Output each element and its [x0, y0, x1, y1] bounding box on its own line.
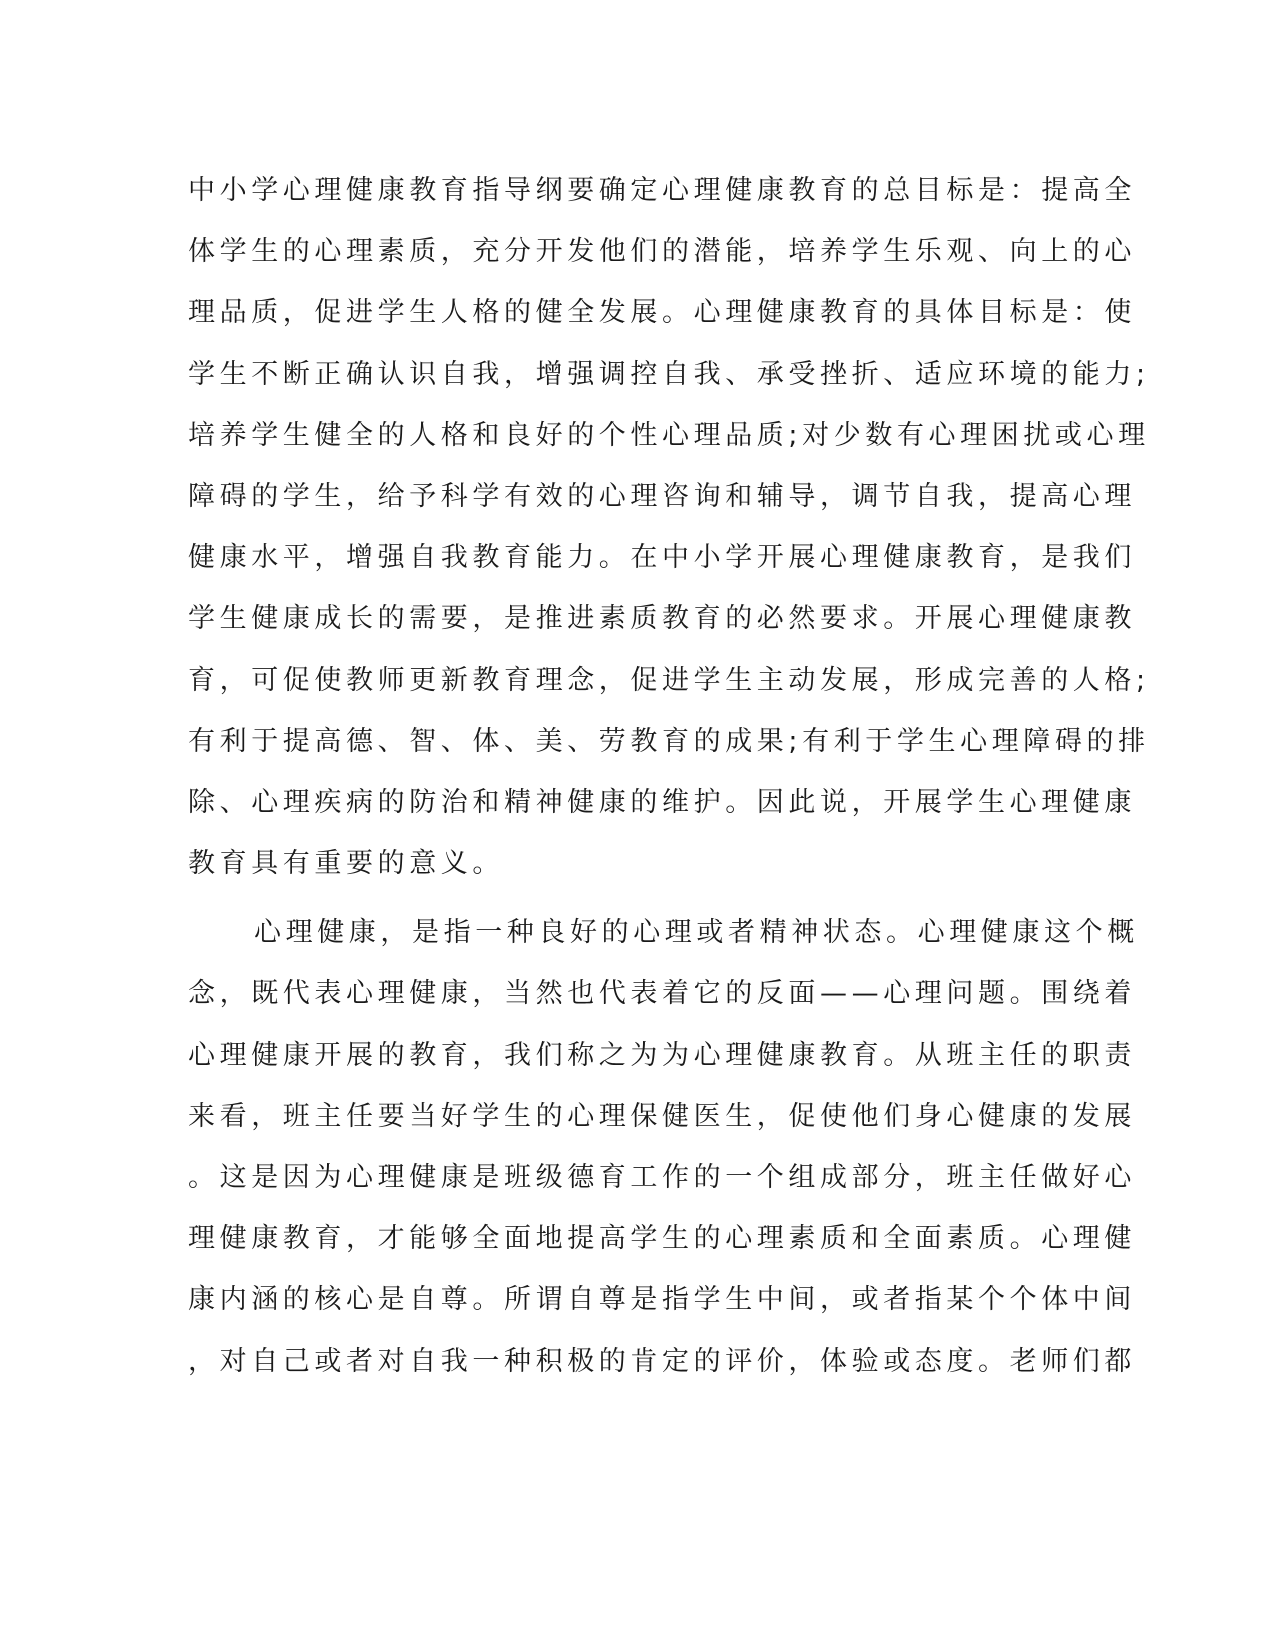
- text-line: 中小学心理健康教育指导纲要确定心理健康教育的总目标是：提高全: [188, 175, 1136, 206]
- text-line: 除、心理疾病的防治和精神健康的维护。因此说，开展学生心理健康: [188, 786, 1136, 818]
- text-line: 培养学生健全的人格和良好的个性心理品质;对少数有心理困扰或心理: [188, 419, 1150, 451]
- text-line: 理品质，促进学生人格的健全发展。心理健康教育的具体目标是：使: [188, 297, 1136, 329]
- text-line: 障碍的学生，给予科学有效的心理咨询和辅导，调节自我，提高心理: [188, 480, 1136, 512]
- paragraph-2: [188, 902, 1139, 1392]
- text-line: 健康水平，增强自我教育能力。在中小学开展心理健康教育，是我们: [188, 542, 1136, 574]
- text-line: 念，既代表心理健康，当然也代表着它的反面——心理问题。围绕着: [188, 978, 1136, 1010]
- text-line: 学生不断正确认识自我，增强调控自我、承受挫折、适应环境的能力;: [188, 358, 1150, 390]
- paragraph-1: [188, 160, 1150, 894]
- text-line: 来看，班主任要当好学生的心理保健医生，促使他们身心健康的发展: [188, 1100, 1136, 1132]
- text-line-indented: 心理健康，是指一种良好的心理或者精神状态。心理健康这个概: [254, 917, 1139, 949]
- text-line: 育，可促使教师更新教育理念，促进学生主动发展，形成完善的人格;: [188, 664, 1150, 696]
- body-text: [188, 160, 1150, 1392]
- paragraph-spacing: [188, 894, 1070, 902]
- text-line: 。这是因为心理健康是班级德育工作的一个组成部分，班主任做好心: [188, 1162, 1136, 1193]
- text-line: 有利于提高德、智、体、美、劳教育的成果;有利于学生心理障碍的排: [188, 725, 1150, 757]
- text-line: 理健康教育，才能够全面地提高学生的心理素质和全面素质。心理健: [188, 1223, 1136, 1255]
- text-line: ，对自己或者对自我一种积极的肯定的评价，体验或态度。老师们都: [188, 1345, 1136, 1377]
- text-line: 心理健康开展的教育，我们称之为为心理健康教育。从班主任的职责: [188, 1039, 1136, 1071]
- text-line: 康内涵的核心是自尊。所谓自尊是指学生中间，或者指某个个体中间: [188, 1284, 1136, 1316]
- text-line: 体学生的心理素质，充分开发他们的潜能，培养学生乐观、向上的心: [188, 236, 1136, 268]
- text-line: 教育具有重要的意义。: [188, 848, 504, 880]
- text-line: 学生健康成长的需要，是推进素质教育的必然要求。开展心理健康教: [188, 603, 1136, 635]
